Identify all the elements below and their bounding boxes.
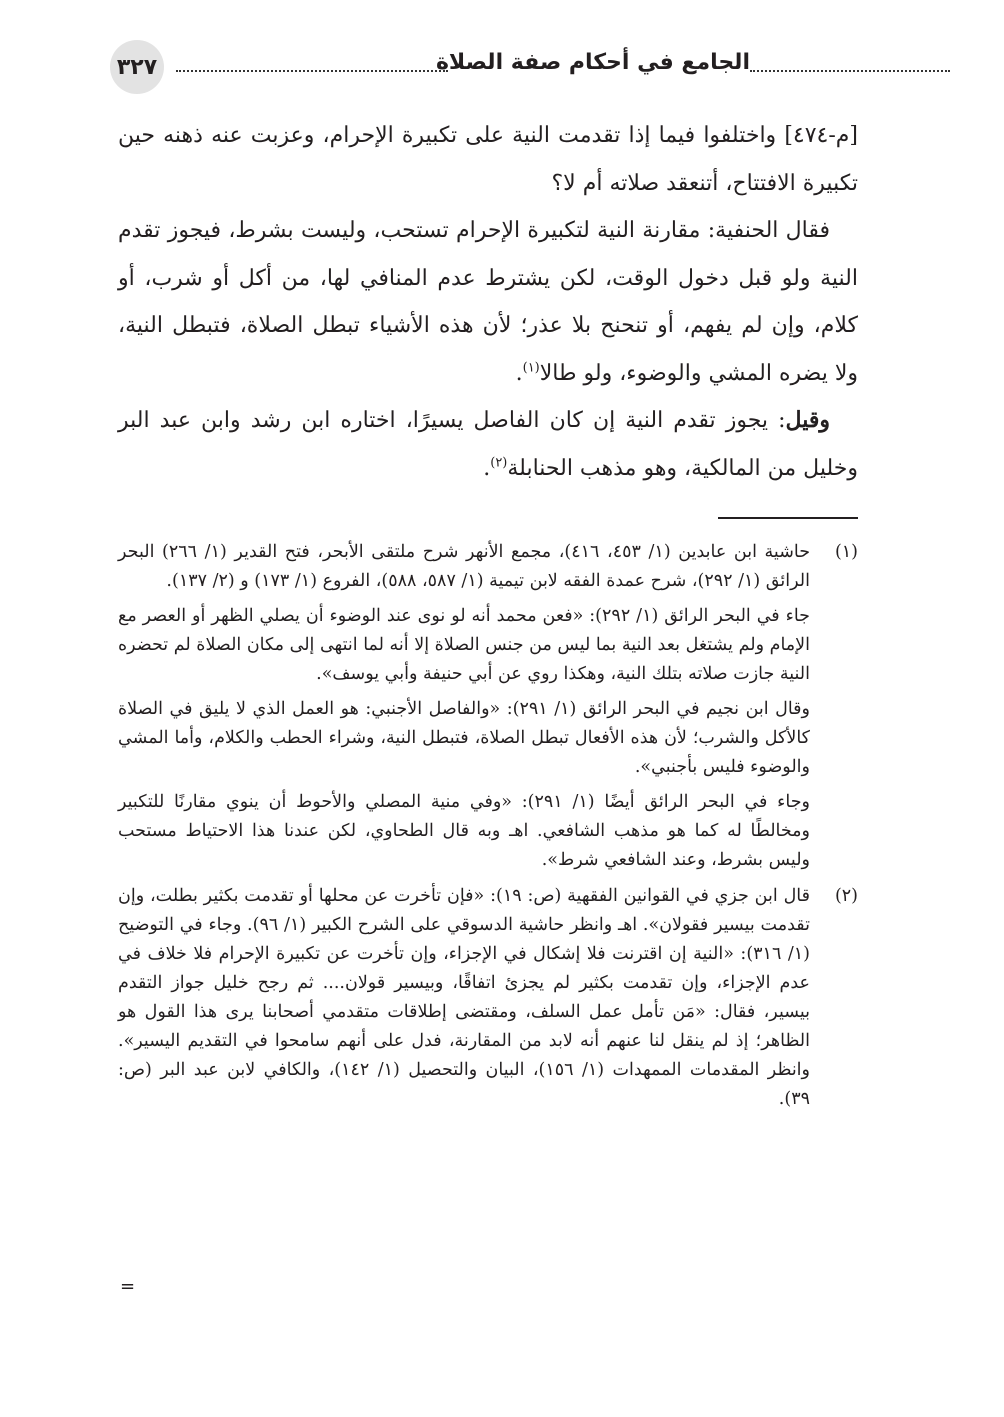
- footnote-ref-2[interactable]: (٢): [490, 455, 508, 471]
- page-header: [110, 40, 845, 94]
- footnote-paragraph: جاء في البحر الرائق (١/ ٢٩٢): «فعن محمد أنه لو نوى عند الوضوء أن يصلي الظهر أو العصر مع الإمام ولم يشتغل بعد النية بما ليس من جنس الصلاة إلا أنه لما انتهى إلى مكان الصلاة لم تحضره النية جازت صلاته بتلك النية، وهكذا روي عن أبي حنيفة وأبي يوسف».: [118, 606, 810, 684]
- paragraph-1: [م-٤٧٤] واختلفوا فيما إذا تقدمت النية على تكبيرة الإحرام، وعزبت عنه ذهنه حين تكبيرة الافتتاح، أتنعقد صلاته أم لا؟: [118, 123, 858, 196]
- footnotes: [118, 538, 858, 1114]
- footnote-separator: [718, 517, 858, 519]
- footnote-paragraph: وجاء في البحر الرائق أيضًا (١/ ٢٩١): «وفي منية المصلي والأحوط أن ينوي مقارنًا للتكبير ومخالطًا له كما هو مذهب الشافعي. اهـ وبه قال الطحاوي، لكن عندنا هذا الاحتياط مستحب وليس بشرط، وعند الشافعي شرط».: [118, 792, 810, 870]
- footnote-2: [118, 882, 858, 1114]
- header-dotted-leader-left: [176, 70, 448, 72]
- footnote-number: (٢): [834, 886, 858, 906]
- footnote-number: (١): [834, 542, 858, 562]
- running-title: الجامع في أحكام صفة الصلاة: [435, 50, 750, 75]
- footnote-paragraph: وقال ابن نجيم في البحر الرائق (١/ ٢٩١): «والفاصل الأجنبي: هو العمل الذي لا يليق في الصلاة كالأكل والشرب؛ لأن هذه الأفعال تبطل الصلاة، فتبطل النية، وشراء الحطب والكلام، وأما المشي والوضوء فليس بأجنبي».: [118, 699, 810, 777]
- paragraph-2: فقال الحنفية: مقارنة النية لتكبيرة الإحرام تستحب، وليست بشرط، فيجوز تقدم النية ولو قبل دخول الوقت، لكن يشترط عدم المنافي لها، من أكل أو شرب، أو كلام، وإن لم يفهم، أو تنحنح بلا عذر؛ لأن هذه الأشياء تبطل الصلاة، فتبطل النية، ولا يضره المشي والوضوء، ولو طالا$^{(١)}$.: [118, 218, 858, 386]
- header-dotted-leader-right: [750, 70, 950, 72]
- page-number: ٣٢٧: [110, 40, 164, 94]
- paragraph-3: وقيل: يجوز تقدم النية إن كان الفاصل يسيرًا، اختاره ابن رشد وابن عبد البر وخليل من المالكية، وهو مذهب الحنابلة$^{(٢)}$.: [118, 407, 858, 481]
- footnote-1: [118, 538, 858, 875]
- footnote-paragraph: قال ابن جزي في القوانين الفقهية (ص: ١٩): «فإن تأخرت عن محلها أو تقدمت بكثير بطلت، وإن تقدمت بيسير فقولان». اهـ وانظر حاشية الدسوقي على الشرح الكبير (١/ ٩٦). وجاء في التوضيح (١/ ٣١٦): «النية إن اقترنت فلا إشكال في الإجزاء، وإن تأخرت عن تكبيرة الإحرام فلا خلاف في عدم الإجزاء، وإن تقدمت بكثير لم يجزئ اتفاقًا، وبيسير قولان.... ثم رجح خليل جواز التقدم بيسير، فقال: «مَن تأمل عمل السلف، ومقتضى إطلاقات متقدمي أصحابنا يرى هذا القول هو الظاهر؛ إذ لم ينقل لنا عنهم أنه لابد من المقارنة، فدل على أنهم سامحوا في التقديم اليسير». وانظر المقدمات الممهدات (١/ ١٥٦)، البيان والتحصيل (١/ ١٤٢)، والكافي لابن عبد البر (ص: ٣٩).: [118, 886, 811, 1109]
- footnote-ref-1[interactable]: (١): [522, 360, 540, 376]
- main-text: [118, 112, 858, 492]
- footnote-paragraph: حاشية ابن عابدين (١/ ٤٥٣، ٤١٦)، مجمع الأنهر شرح ملتقى الأبحر، فتح القدير (١/ ٢٦٦) البحر الرائق (١/ ٢٩٢)، شرح عمدة الفقه لابن تيمية (١/ ٥٨٧، ٥٨٨)، الفروع (١/ ١٧٣) و (٢/ ١٣٧).: [118, 542, 811, 591]
- continuation-mark: =: [120, 1276, 136, 1297]
- lead-word: وقيل: [785, 407, 830, 433]
